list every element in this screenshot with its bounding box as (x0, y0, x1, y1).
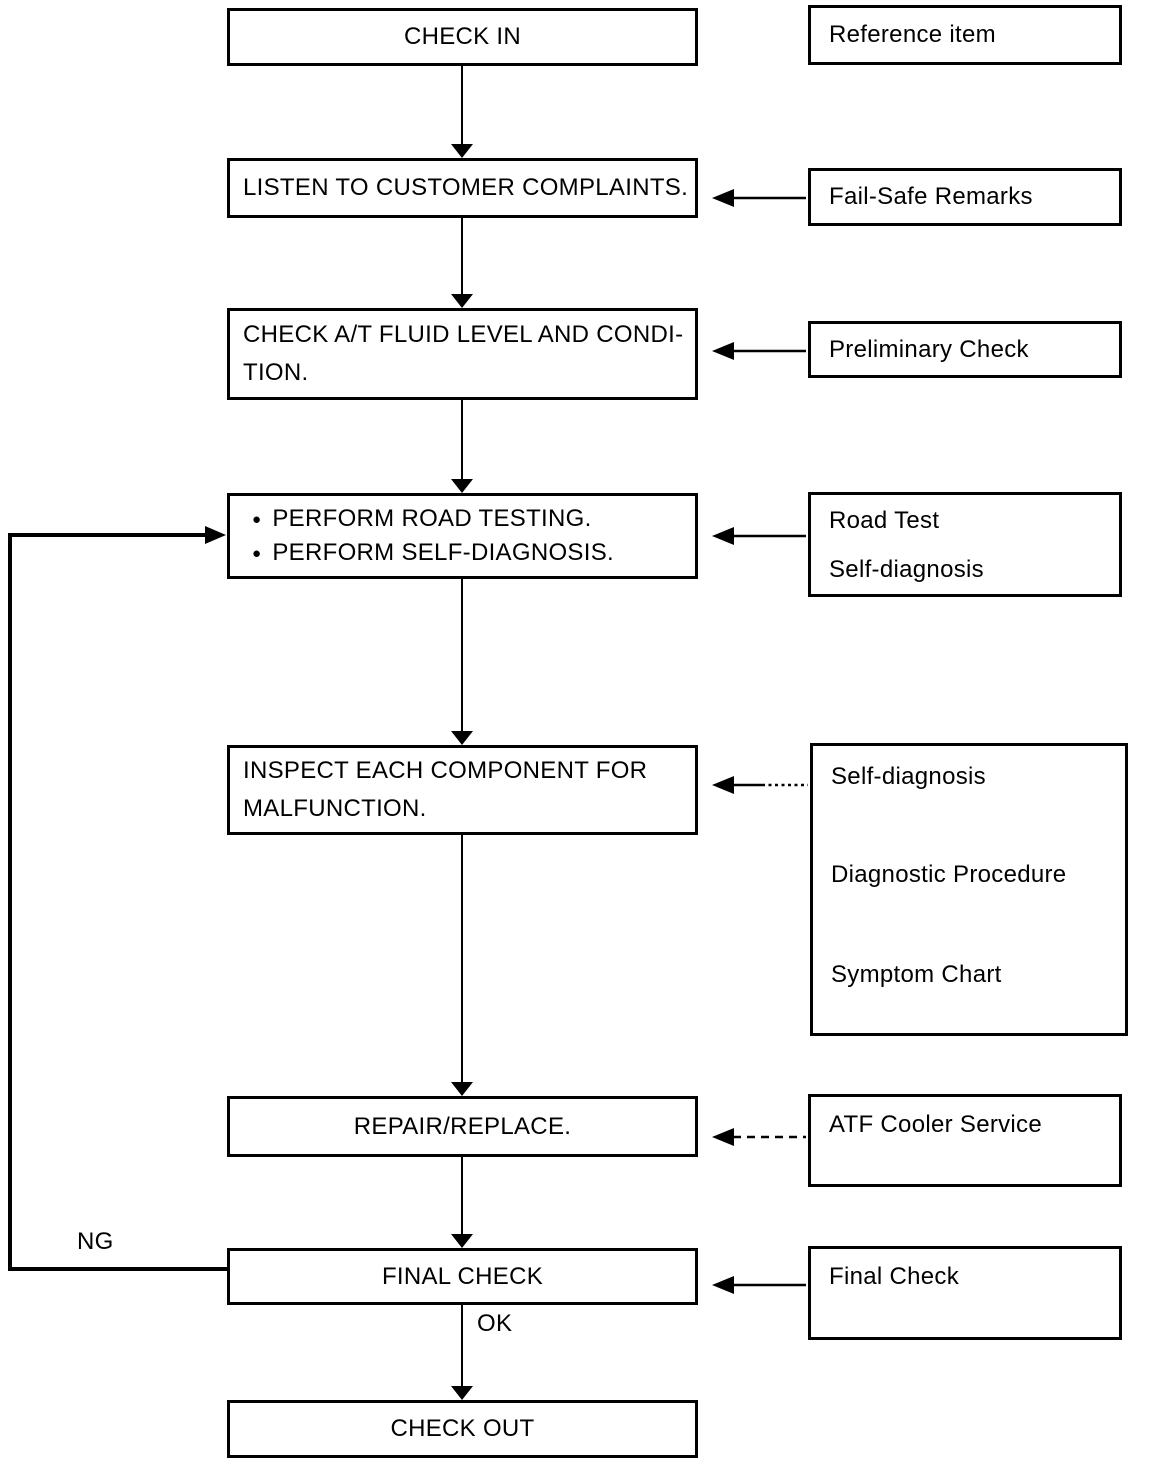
flow-box-check-out (227, 1400, 698, 1458)
bullet-item (252, 536, 695, 570)
reference-box-header (808, 5, 1122, 65)
reference-box-final-check (808, 1246, 1122, 1340)
flow-box-label: CHECK IN (403, 23, 522, 50)
bullet-icon: ● (252, 511, 262, 528)
flow-box-label: REPAIR/REPLACE. (353, 1112, 572, 1140)
flow-box-label: CHECK OUT (390, 1415, 535, 1442)
reference-box-line: Diagnostic Procedure (831, 861, 1067, 888)
reference-box-label: Reference item (829, 21, 996, 48)
arrow-finalcheck-to-checkout (451, 1305, 473, 1400)
arrow-repair-to-finalcheck (451, 1157, 473, 1248)
ref-arrow-self-diagnosis (712, 776, 808, 794)
reference-box-label: Preliminary Check (829, 335, 1029, 363)
flow-box-label: FINAL CHECK (381, 1262, 544, 1290)
flow-box-listen-to-complaints (227, 158, 698, 218)
arrow-inspect-to-repair (451, 835, 473, 1096)
flow-box-line: TION. (243, 359, 309, 386)
flow-box-repair-replace (227, 1096, 698, 1157)
reference-box-preliminary-check (808, 321, 1122, 378)
reference-box-line: Road Test (829, 506, 940, 534)
flow-box-inspect-components (227, 745, 698, 835)
flow-box-line: CHECK A/T FLUID LEVEL AND CONDI- (243, 321, 684, 348)
reference-box-label: ATF Cooler Service (829, 1111, 1043, 1138)
arrow-fluid-to-roadtest (451, 400, 473, 493)
flow-box-line: INSPECT EACH COMPONENT FOR (243, 757, 648, 784)
bullet-item-label: PERFORM SELF-DIAGNOSIS. (272, 539, 614, 566)
arrow-roadtest-to-inspect (451, 579, 473, 745)
bullet-item-label: PERFORM ROAD TESTING. (272, 505, 592, 532)
ng-branch-label: NG (77, 1228, 114, 1255)
flow-box-label: LISTEN TO CUSTOMER COMPLAINTS. (243, 174, 689, 201)
reference-box-label: Final Check (829, 1263, 960, 1290)
reference-box-diagnostic-references (810, 743, 1128, 1036)
ng-feedback-loop (10, 526, 227, 1269)
reference-box-label: Fail-Safe Remarks (829, 183, 1033, 210)
ref-arrow-failsafe-remarks (712, 189, 806, 207)
arrow-listen-to-fluid (451, 218, 473, 308)
bullet-item (252, 502, 695, 536)
reference-box-line: Self-diagnosis (831, 763, 986, 790)
arrow-checkin-to-listen (451, 66, 473, 158)
ref-arrow-atf-cooler-service (712, 1128, 806, 1146)
flow-box-road-test-self-diagnosis (227, 493, 698, 579)
reference-box-line: Symptom Chart (831, 961, 1002, 988)
reference-box-atf-cooler-service (808, 1094, 1122, 1187)
flow-box-line: MALFUNCTION. (243, 795, 427, 822)
reference-box-fail-safe-remarks (808, 168, 1122, 226)
ref-arrow-final-check (712, 1276, 806, 1294)
ref-arrow-road-test (712, 527, 806, 545)
ref-arrow-preliminary-check (712, 342, 806, 360)
flow-box-check-in (227, 8, 698, 66)
reference-box-road-test-self-diagnosis (808, 492, 1122, 597)
reference-box-line: Self-diagnosis (829, 555, 984, 583)
flow-box-final-check (227, 1248, 698, 1305)
flow-box-check-fluid-level (227, 308, 698, 400)
bullet-icon: ● (252, 545, 262, 562)
ok-branch-label: OK (477, 1310, 513, 1337)
